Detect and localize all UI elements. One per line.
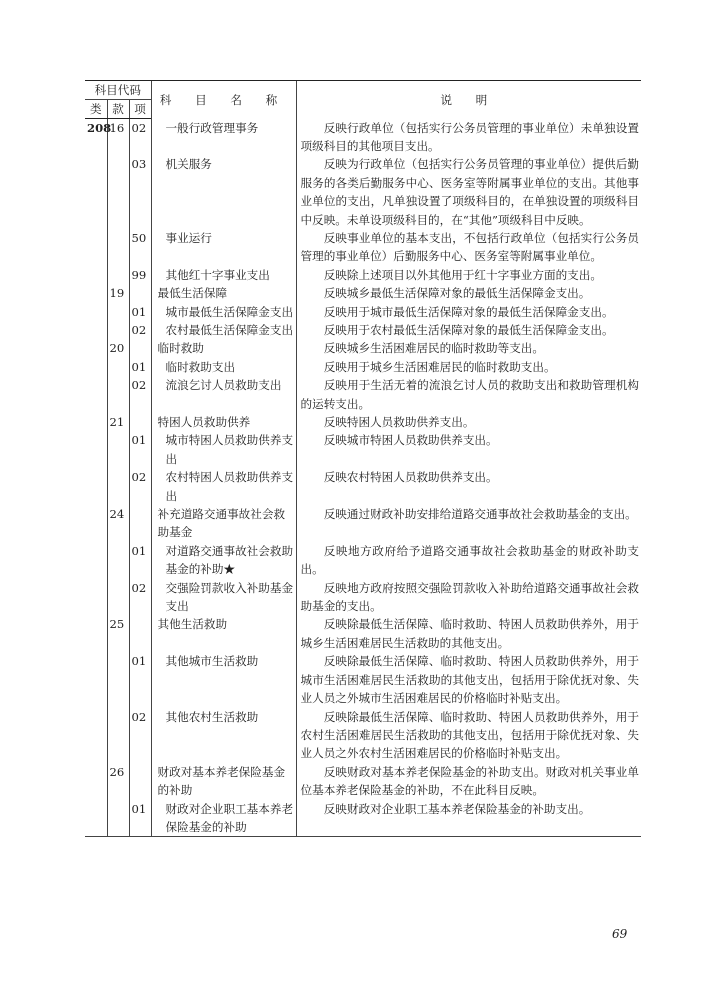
cell-xiang: 02 [129, 119, 151, 156]
cell-description: 反映城乡生活困难居民的临时救助等支出。 [296, 339, 641, 357]
cell-xiang: 02 [129, 376, 151, 413]
table-row [85, 229, 641, 266]
cell-kuan: 19 [107, 284, 129, 302]
subject-table-container [85, 80, 641, 837]
page-number: 69 [612, 927, 628, 941]
cell-xiang: 02 [129, 579, 151, 616]
cell-subject-name: 特困人员救助供养 [151, 413, 296, 431]
cell-kuan: 20 [107, 339, 129, 357]
cell-lei [85, 505, 107, 542]
cell-description: 反映行政单位（包括实行公务员管理的事业单位）未单独设置项级科目的其他项目支出。 [296, 119, 641, 156]
cell-description: 反映城乡最低生活保障对象的最低生活保障金支出。 [296, 284, 641, 302]
cell-description: 反映用于城市最低生活保障对象的最低生活保障金支出。 [296, 303, 641, 321]
table-row [85, 652, 641, 707]
cell-kuan [107, 266, 129, 284]
cell-description: 反映通过财政补助安排给道路交通事故社会救助基金的支出。 [296, 505, 641, 542]
cell-lei [85, 800, 107, 837]
cell-xiang: 02 [129, 321, 151, 339]
cell-lei [85, 615, 107, 652]
cell-kuan [107, 579, 129, 616]
cell-kuan: 16 [107, 119, 129, 156]
cell-subject-name: 农村最低生活保障金支出 [151, 321, 296, 339]
cell-description: 反映财政对基本养老保险基金的补助支出。财政对机关事业单位基本养老保险基金的补助，不在此科目反映。 [296, 763, 641, 800]
cell-kuan [107, 800, 129, 837]
table-row [85, 321, 641, 339]
cell-subject-name: 对道路交通事故社会救助基金的补助★ [151, 542, 296, 579]
cell-xiang: 02 [129, 468, 151, 505]
table-header [85, 81, 641, 119]
table-row [85, 800, 641, 837]
cell-kuan: 26 [107, 763, 129, 800]
table-row [85, 119, 641, 156]
table-row [85, 155, 641, 229]
cell-lei [85, 358, 107, 376]
cell-lei [85, 155, 107, 229]
cell-xiang [129, 505, 151, 542]
table-row [85, 468, 641, 505]
cell-description: 反映除最低生活保障、临时救助、特困人员救助供养外，用于城乡生活困难居民生活救助的其他支出。 [296, 615, 641, 652]
table-row [85, 542, 641, 579]
cell-kuan [107, 708, 129, 763]
cell-lei [85, 321, 107, 339]
cell-xiang [129, 413, 151, 431]
cell-lei [85, 468, 107, 505]
table-row [85, 358, 641, 376]
cell-xiang: 02 [129, 708, 151, 763]
table-row [85, 431, 641, 468]
table-row [85, 284, 641, 302]
cell-description: 反映为行政单位（包括实行公务员管理的事业单位）提供后勤服务的各类后勤服务中心、医务室等附属事业单位的支出。其他事业单位的支出，凡单独设置了项级科目的，在单独设置的项级科目中反映。未单设项级科目的，在“其他”项级科目中反映。 [296, 155, 641, 229]
cell-xiang: 01 [129, 800, 151, 837]
cell-subject-name: 临时救助支出 [151, 358, 296, 376]
cell-xiang: 99 [129, 266, 151, 284]
cell-kuan [107, 155, 129, 229]
cell-subject-name: 其他生活救助 [151, 615, 296, 652]
cell-subject-name: 交强险罚款收入补助基金支出 [151, 579, 296, 616]
cell-subject-name: 农村特困人员救助供养支出 [151, 468, 296, 505]
cell-kuan [107, 376, 129, 413]
cell-lei [85, 542, 107, 579]
header-lei: 类 [85, 100, 107, 119]
cell-description: 反映地方政府给予道路交通事故社会救助基金的财政补助支出。 [296, 542, 641, 579]
cell-lei [85, 652, 107, 707]
table-row [85, 339, 641, 357]
cell-subject-name: 机关服务 [151, 155, 296, 229]
cell-lei [85, 413, 107, 431]
table-row [85, 615, 641, 652]
cell-xiang [129, 284, 151, 302]
subject-code-table [85, 80, 641, 837]
cell-xiang [129, 339, 151, 357]
cell-lei [85, 229, 107, 266]
cell-xiang: 01 [129, 431, 151, 468]
cell-xiang: 01 [129, 652, 151, 707]
cell-subject-name: 财政对基本养老保险基金的补助 [151, 763, 296, 800]
cell-lei [85, 431, 107, 468]
cell-lei: 208 [87, 121, 112, 135]
cell-xiang: 50 [129, 229, 151, 266]
cell-description: 反映用于生活无着的流浪乞讨人员的救助支出和救助管理机构的运转支出。 [296, 376, 641, 413]
cell-description: 反映用于农村最低生活保障对象的最低生活保障金支出。 [296, 321, 641, 339]
header-description-text: 说 明 [440, 92, 498, 107]
table-row [85, 763, 641, 800]
cell-description: 反映除最低生活保障、临时救助、特困人员救助供养外，用于农村生活困难居民生活救助的其他支出，包括用于除优抚对象、失业人员之外农村生活困难居民的价格临时补贴支出。 [296, 708, 641, 763]
cell-subject-name: 其他城市生活救助 [151, 652, 296, 707]
cell-subject-name: 一般行政管理事务 [151, 119, 296, 156]
cell-description: 反映事业单位的基本支出，不包括行政单位（包括实行公务员管理的事业单位）后勤服务中心、医务室等附属事业单位。 [296, 229, 641, 266]
table-row [85, 266, 641, 284]
header-subject-name-text: 科 目 名 称 [159, 92, 288, 107]
cell-kuan [107, 542, 129, 579]
cell-xiang [129, 615, 151, 652]
cell-kuan [107, 358, 129, 376]
cell-subject-name: 财政对企业职工基本养老保险基金的补助 [151, 800, 296, 837]
cell-xiang: 01 [129, 542, 151, 579]
header-subject-name [151, 81, 296, 119]
cell-xiang: 01 [129, 358, 151, 376]
cell-subject-name: 临时救助 [151, 339, 296, 357]
cell-description: 反映城市特困人员救助供养支出。 [296, 431, 641, 468]
cell-lei [85, 303, 107, 321]
cell-lei [85, 763, 107, 800]
table-row [85, 708, 641, 763]
header-kuan: 款 [107, 100, 129, 119]
cell-kuan [107, 652, 129, 707]
cell-lei [85, 339, 107, 357]
cell-kuan [107, 303, 129, 321]
cell-lei [85, 708, 107, 763]
header-description [296, 81, 641, 119]
cell-kuan [107, 431, 129, 468]
cell-subject-name: 最低生活保障 [151, 284, 296, 302]
cell-kuan: 24 [107, 505, 129, 542]
cell-lei [85, 266, 107, 284]
cell-kuan: 25 [107, 615, 129, 652]
table-row [85, 376, 641, 413]
cell-kuan: 21 [107, 413, 129, 431]
table-row [85, 505, 641, 542]
cell-subject-name: 其他红十字事业支出 [151, 266, 296, 284]
cell-subject-name: 其他农村生活救助 [151, 708, 296, 763]
table-row [85, 413, 641, 431]
cell-description: 反映用于城乡生活困难居民的临时救助支出。 [296, 358, 641, 376]
table-body [85, 119, 641, 837]
cell-lei [85, 376, 107, 413]
cell-lei [85, 284, 107, 302]
cell-description: 反映财政对企业职工基本养老保险基金的补助支出。 [296, 800, 641, 837]
cell-kuan [107, 229, 129, 266]
table-row [85, 579, 641, 616]
header-subject-code: 科目代码 [85, 81, 151, 100]
cell-xiang [129, 763, 151, 800]
cell-description: 反映除最低生活保障、临时救助、特困人员救助供养外，用于城市生活困难居民生活救助的其他支出，包括用于除优抚对象、失业人员之外城市生活困难居民的价格临时补贴支出。 [296, 652, 641, 707]
cell-subject-name: 补充道路交通事故社会救助基金 [151, 505, 296, 542]
cell-description: 反映特困人员救助供养支出。 [296, 413, 641, 431]
cell-kuan [107, 468, 129, 505]
cell-subject-name: 城市特困人员救助供养支出 [151, 431, 296, 468]
cell-description: 反映农村特困人员救助供养支出。 [296, 468, 641, 505]
cell-description: 反映除上述项目以外其他用于红十字事业方面的支出。 [296, 266, 641, 284]
cell-subject-name: 城市最低生活保障金支出 [151, 303, 296, 321]
cell-description: 反映地方政府按照交强险罚款收入补助给道路交通事故社会救助基金的支出。 [296, 579, 641, 616]
cell-xiang: 01 [129, 303, 151, 321]
cell-subject-name: 流浪乞讨人员救助支出 [151, 376, 296, 413]
cell-kuan [107, 321, 129, 339]
cell-lei [85, 579, 107, 616]
cell-xiang: 03 [129, 155, 151, 229]
table-row [85, 303, 641, 321]
header-xiang: 项 [129, 100, 151, 119]
cell-subject-name: 事业运行 [151, 229, 296, 266]
